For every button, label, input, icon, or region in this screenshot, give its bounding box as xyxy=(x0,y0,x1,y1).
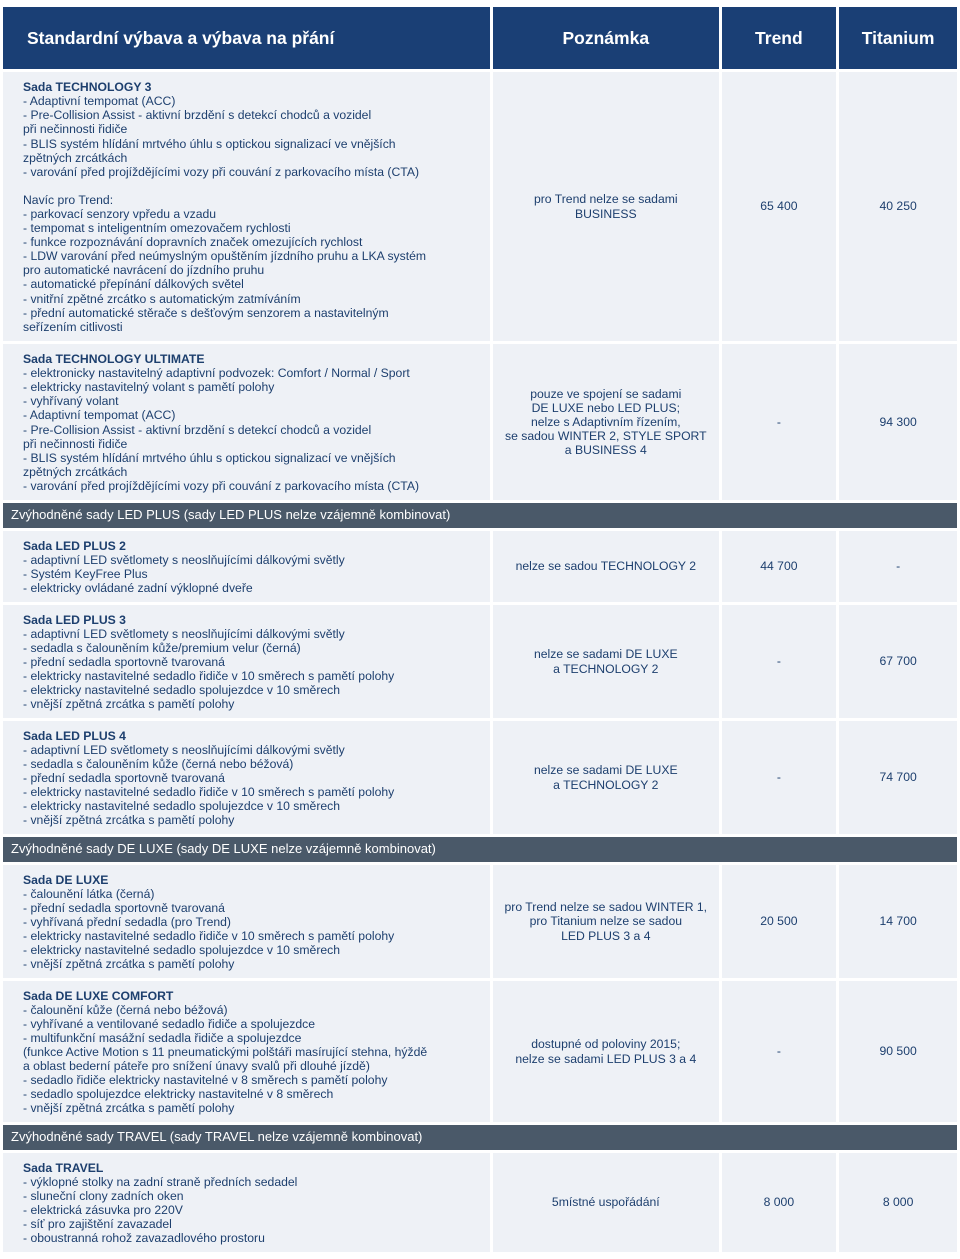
note-line: pouze ve spojení se sadami xyxy=(530,386,682,401)
price-titanium: 40 250 xyxy=(839,72,957,341)
header-note: Poznámka xyxy=(493,7,718,69)
feature-line: - elektronicky nastavitelný adaptivní podvozek: Comfort / Normal / Sport xyxy=(23,366,410,381)
feature-line: pro automatické navrácení do jízdního pruhu xyxy=(23,263,265,278)
table-header xyxy=(3,7,957,69)
price-titanium: - xyxy=(839,531,957,602)
feature-line: - vyhřívaný volant xyxy=(23,394,119,409)
feature-line: - sedadla s čalouněním kůže/premium velur (černá) xyxy=(23,640,301,655)
feature-line: - vnější zpětná zrcátka s pamětí polohy xyxy=(23,813,235,828)
feature-line: - sedadlo řidiče elektricky nastavitelné v 8 směrech s pamětí polohy xyxy=(23,1073,388,1088)
package-description xyxy=(3,531,490,602)
feature-line: - Systém KeyFree Plus xyxy=(23,567,148,581)
feature-line: - přední sedadla sportovně tvarovaná xyxy=(23,770,225,785)
feature-line: při nečinnosti řidiče xyxy=(23,122,128,137)
feature-line: - síť pro zajištění zavazadel xyxy=(23,1217,172,1232)
feature-line: - vyhřívaná přední sedadla (pro Trend) xyxy=(23,914,231,929)
feature-line: - Adaptivní tempomat (ACC) xyxy=(23,408,176,423)
package-title: Sada TECHNOLOGY ULTIMATE xyxy=(23,352,205,367)
package-note xyxy=(493,344,718,500)
feature-line: - elektricky nastavitelné sedadlo spolujezdce v 10 směrech xyxy=(23,943,341,958)
price-trend: 20 500 xyxy=(722,865,837,978)
price-titanium: 94 300 xyxy=(839,344,957,500)
package-description xyxy=(3,72,490,341)
package-description xyxy=(3,605,490,718)
price-titanium: 14 700 xyxy=(839,865,957,978)
table-row xyxy=(3,72,957,341)
package-description xyxy=(3,721,490,834)
note-line: a BUSINESS 4 xyxy=(564,443,647,458)
feature-line: - výklopné stolky na zadní straně předních sedadel xyxy=(23,1174,298,1189)
table-row xyxy=(3,1153,957,1252)
equipment-table xyxy=(0,4,960,1255)
package-note xyxy=(493,865,718,978)
price-trend: - xyxy=(722,605,837,718)
note-line: a TECHNOLOGY 2 xyxy=(553,777,659,792)
feature-line: - sedadla s čalouněním kůže (černá nebo béžová) xyxy=(23,756,294,771)
price-trend: - xyxy=(722,981,837,1122)
table-row xyxy=(3,531,957,602)
package-description xyxy=(3,1153,490,1252)
package-title: Sada LED PLUS 3 xyxy=(23,612,126,627)
feature-line: - BLIS systém hlídání mrtvého úhlu s optickou signalizací ve vnějších xyxy=(23,450,396,465)
package-note xyxy=(493,981,718,1122)
feature-line: - adaptivní LED světlomety s neoslňujícími dálkovými světly xyxy=(23,552,345,567)
feature-line: - elektricky nastavitelné sedadlo řidiče v 10 směrech s pamětí polohy xyxy=(23,785,395,800)
feature-line: Navíc pro Trend: xyxy=(23,192,114,207)
feature-line: - vnitřní zpětné zrcátko s automatickým zatmíváním xyxy=(23,291,301,306)
section-title: Zvýhodněné sady TRAVEL (sady TRAVEL nelze vzájemně kombinovat) xyxy=(3,1125,957,1150)
feature-line: - přední sedadla sportovně tvarovaná xyxy=(23,654,225,669)
feature-line: seřízením citlivosti xyxy=(23,319,123,334)
feature-line: - elektricky nastavitelné sedadlo spolujezdce v 10 směrech xyxy=(23,683,341,698)
note-line: dostupné od poloviny 2015; xyxy=(531,1037,681,1052)
feature-line: zpětných zrcátkách xyxy=(23,150,128,165)
feature-line: při nečinnosti řidiče xyxy=(23,436,128,451)
package-title: Sada LED PLUS 2 xyxy=(23,538,126,553)
feature-line: - varování před projíždějícími vozy při couvání z parkovacího místa (CTA) xyxy=(23,164,420,179)
note-line: 5místné uspořádání xyxy=(551,1195,660,1210)
section-row xyxy=(3,837,957,862)
feature-line: - čalounění látka (černá) xyxy=(23,886,155,901)
section-title: Zvýhodněné sady LED PLUS (sady LED PLUS nelze vzájemně kombinovat) xyxy=(3,503,957,528)
package-description xyxy=(3,865,490,978)
feature-line: - multifunkční masážní sedadla řidiče a spolujezdce xyxy=(23,1030,302,1045)
section-row xyxy=(3,503,957,528)
note-line: nelze se sadami DE LUXE xyxy=(533,763,678,778)
package-description xyxy=(3,344,490,500)
note-line: se sadou WINTER 2, STYLE SPORT xyxy=(504,429,707,444)
header-titanium: Titanium xyxy=(839,7,957,69)
note-line: nelze se sadami DE LUXE xyxy=(533,647,678,662)
package-note xyxy=(493,1153,718,1252)
header-trend: Trend xyxy=(722,7,837,69)
package-title: Sada DE LUXE COMFORT xyxy=(23,988,174,1003)
feature-line: - čalounění kůže (černá nebo béžová) xyxy=(23,1002,228,1017)
section-row xyxy=(3,1125,957,1150)
feature-line: - vnější zpětná zrcátka s pamětí polohy xyxy=(23,1101,235,1116)
feature-line: - vyhřívané a ventilované sedadlo řidiče a spolujezdce xyxy=(23,1016,315,1031)
feature-line: (funkce Active Motion s 11 pneumatickými polštáři masírující stehna, hýždě xyxy=(23,1044,428,1059)
feature-line: - adaptivní LED světlomety s neoslňujícími dálkovými světly xyxy=(23,742,345,757)
feature-line: - LDW varování před neúmyslným opuštěním jízdního pruhu a LKA systém xyxy=(23,249,427,264)
package-note xyxy=(493,721,718,834)
feature-line: - parkovací senzory vpředu a vzadu xyxy=(23,206,217,221)
price-trend: 8 000 xyxy=(722,1153,837,1252)
feature-line: - vnější zpětná zrcátka s pamětí polohy xyxy=(23,697,235,712)
feature-line: zpětných zrcátkách xyxy=(23,464,128,479)
feature-line: - funkce rozpoznávání dopravních značek omezujících rychlost xyxy=(23,235,363,250)
note-line: LED PLUS 3 a 4 xyxy=(561,928,651,943)
package-note xyxy=(493,72,718,341)
section-title: Zvýhodněné sady DE LUXE (sady DE LUXE nelze vzájemně kombinovat) xyxy=(3,837,957,862)
note-line: nelze se sadou TECHNOLOGY 2 xyxy=(515,559,696,574)
note-line: DE LUXE nebo LED PLUS; xyxy=(531,400,680,415)
feature-line: - přední automatické stěrače s dešťovým senzorem a nastavitelným xyxy=(23,305,389,320)
feature-line: - oboustranná rohož zavazadlového prostoru xyxy=(23,1231,265,1246)
price-trend: - xyxy=(722,721,837,834)
package-note xyxy=(493,531,718,602)
feature-line: - Adaptivní tempomat (ACC) xyxy=(23,94,176,109)
table-row xyxy=(3,605,957,718)
feature-line: - elektricky nastavitelné sedadlo řidiče v 10 směrech s pamětí polohy xyxy=(23,669,395,684)
note-line: nelze s Adaptivním řízením, xyxy=(530,414,681,429)
note-line: BUSINESS xyxy=(574,206,637,221)
feature-line: - sluneční clony zadních oken xyxy=(23,1188,184,1203)
price-trend: - xyxy=(722,344,837,500)
table-row xyxy=(3,721,957,834)
note-line: pro Titanium nelze se sadou xyxy=(529,914,682,929)
price-trend: 44 700 xyxy=(722,531,837,602)
note-line: nelze se sadami LED PLUS 3 a 4 xyxy=(515,1051,697,1066)
feature-line: - Pre-Collision Assist - aktivní brzdění s detekcí chodců a vozidel xyxy=(23,422,372,437)
price-titanium: 90 500 xyxy=(839,981,957,1122)
package-description xyxy=(3,981,490,1122)
note-line: pro Trend nelze se sadou WINTER 1, xyxy=(504,900,708,915)
table-row xyxy=(3,981,957,1122)
feature-line: - přední sedadla sportovně tvarovaná xyxy=(23,900,225,915)
package-title: Sada LED PLUS 4 xyxy=(23,728,126,743)
feature-line: - elektricky nastavitelný volant s pamětí polohy xyxy=(23,380,275,395)
feature-line: - elektricky nastavitelné sedadlo řidiče v 10 směrech s pamětí polohy xyxy=(23,929,395,944)
package-title: Sada DE LUXE xyxy=(23,872,109,887)
price-titanium: 67 700 xyxy=(839,605,957,718)
table-row xyxy=(3,865,957,978)
note-line: a TECHNOLOGY 2 xyxy=(553,661,659,676)
note-line: pro Trend nelze se sadami xyxy=(533,192,678,207)
header-equipment: Standardní výbava a výbava na přání xyxy=(3,7,490,69)
feature-line: - vnější zpětná zrcátka s pamětí polohy xyxy=(23,957,235,972)
feature-line: - elektricky ovládané zadní výklopné dveře xyxy=(23,581,253,596)
price-titanium: 74 700 xyxy=(839,721,957,834)
feature-line: - varování před projíždějícími vozy při couvání z parkovacího místa (CTA) xyxy=(23,478,420,493)
feature-line: - BLIS systém hlídání mrtvého úhlu s optickou signalizací ve vnějších xyxy=(23,136,396,151)
feature-line: - sedadlo spolujezdce elektricky nastavitelné v 8 směrech xyxy=(23,1087,334,1102)
feature-line: a oblast bederní páteře pro snížení únavy svalů při dlouhé jízdě) xyxy=(23,1059,370,1074)
package-note xyxy=(493,605,718,718)
price-trend: 65 400 xyxy=(722,72,837,341)
feature-line: - automatické přepínání dálkových světel xyxy=(23,277,244,292)
feature-line: - elektrická zásuvka pro 220V xyxy=(23,1203,183,1217)
price-titanium: 8 000 xyxy=(839,1153,957,1252)
feature-line: - elektricky nastavitelné sedadlo spolujezdce v 10 směrech xyxy=(23,799,341,814)
table-row xyxy=(3,344,957,500)
package-title: Sada TRAVEL xyxy=(23,1160,104,1175)
package-title: Sada TECHNOLOGY 3 xyxy=(23,80,152,95)
feature-line: - tempomat s inteligentním omezovačem rychlosti xyxy=(23,221,291,236)
feature-line: - adaptivní LED světlomety s neoslňujícími dálkovými světly xyxy=(23,626,345,641)
feature-line: - Pre-Collision Assist - aktivní brzdění s detekcí chodců a vozidel xyxy=(23,108,372,123)
